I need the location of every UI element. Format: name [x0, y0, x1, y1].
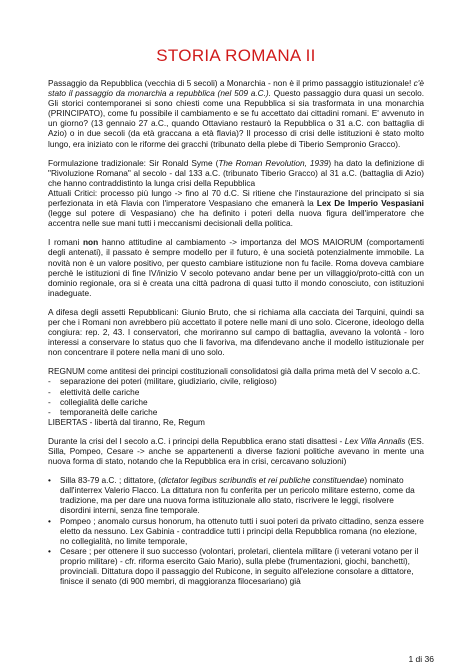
text: Silla 83-79 a.C. ; dittatore, ( [60, 475, 161, 486]
italic-text: dictator legibus scribundis et rei publiche constituendae [161, 475, 365, 486]
text: Attuali Critici: processo più lungo -> fino al 70 d.C. Si ritiene che l'instaurazione del principato si sia perfezionata in età Flavia con l'imperatore Vespasiano che emanerà la [48, 187, 424, 209]
list-item: - temporaneità delle cariche [48, 407, 424, 417]
list-item: - separazione dei poteri (militare, giudiziario, civile, religioso) [48, 376, 424, 386]
text: Formulazione tradizionale: Sir Ronald Syme ( [48, 157, 219, 168]
paragraph-mos-maiorum [48, 237, 424, 298]
text: Durante la crisi del I secolo a.C. i principi della Repubblica erano stati disattesi - [48, 435, 345, 446]
text: (ES. Silla, Pompeo, Cesare -> anche se appartenenti a diverse fazioni politiche avevano in mente una nuova forma di stato, notando che la Repubblica era in crisi, cercavano soluzioni) [48, 435, 424, 467]
text: ) ha dato la definizione di "Rivoluzione Romana" al secolo - dal 133 a.C. (tribunato Tiberio Gracco) al 31 a.C. (battaglia di Azio) che hanno contraddistinto la lunga crisi della Repubblica [48, 157, 424, 188]
text: Questo passaggio dura quasi un secolo. Gli storici contemporanei si sono chiesti come una Repubblica si sia trasformata in una monarchia (PRINCIPATO), come fu possibile il cambiamento e se fu accettato dai cittadini romani. E' avvenuto in un giorno? (13 gennaio 27 a.C., quando Ottaviano restaurò la Repubblica o 31 a.C. con battaglia di Azio) o in due secoli (da età graccana a età flavia)? Il processo di crisi delle istituzioni è stato molto lungo, era iniziato con le riforme dei gracchi (tribunato della plebe di Tiberio Sempronio Gracco). [48, 88, 424, 149]
paragraph-formulation [48, 158, 424, 229]
paragraph-republican-defense: A difesa degli assetti Repubblicani: Giunio Bruto, che si richiama alla cacciata dei Tarquini, quindi sa per che i Romani non avrebbero più accettato il potere nelle mani di uno solo. Cicerone, ideologo della congiura: rep. 2, 43. I conservatori, che moriranno sul campo di battaglia, avevano la volontà - loro interessi a conservare lo status quo che li favoriva, ma difendevano anche il modello istituzionale per non concentrare il potere nella mani di uno solo. [48, 306, 424, 358]
text: I romani [48, 237, 83, 248]
list-item: - elettività delle cariche [48, 387, 424, 397]
text: ) nominato dall'interrex Valerio Flacco. La dittatura non fu conferita per un pericolo militare esterno, come da tradizione, ma per dare una nuova forma istituzionale allo stato, riscrivere le leggi, risolvere disordini interni, senza fine temporale. [60, 475, 415, 516]
list-item-silla [48, 475, 424, 515]
list-item-pompeo: • Pompeo ; anomalo cursus honorum, ha ottenuto tutti i suoi poteri da privato cittadino, senza essere eletto da nessuno. Lex Gabinia - contraddice tutti i principi della Repubblica romana (no elezione, no collegialità, no limite temporale, [48, 516, 424, 546]
regnum-section [48, 366, 424, 427]
list-item: - collegialità delle cariche [48, 397, 424, 407]
paragraph-transition [48, 78, 424, 149]
italic-text: c'è stato il passaggio da monarchia a repubblica (nel 509 a.C.). [48, 78, 424, 99]
page-number: 1 di 36 [408, 653, 434, 664]
libertas-line: LIBERTAS - libertà dal tiranno, Re, Regum [48, 416, 205, 427]
text: (legge sul potere di Vespasiano) che ha definito i poteri della nuova figura dell'imperatore che accentra nelle sue mani tutti i meccanismi decisionali della politica. [48, 208, 424, 229]
page-title: STORIA ROMANA II [156, 46, 316, 65]
italic-text: The Roman Revolution, 1939 [218, 157, 329, 168]
text: hanno attitudine al cambiamento -> importanza del MOS MAIORUM (comportamenti degli antenati), il passato è sempre modello per il futuro, è una società potenzialmente immobile. La novità non è un valore positivo, per questo cambiare istituzione non fu facile. Roma doveva cambiare perchè le istituzioni di fine IV/inizio V secolo potevano andar bene per un villaggio/proto-città con un dominio regionale, ora si è creata una città padrona di quasi tutto il mondo conosciuto, con istituzioni inadeguate. [48, 237, 425, 298]
regnum-intro: REGNUM come antitesi dei principi costituzionali consolidatosi già dalla prima metà del V secolo a.C. [48, 366, 421, 377]
bold-text: non [82, 237, 99, 248]
principles-list [48, 376, 424, 416]
bold-text: Lex De Imperio Vespasiani [316, 198, 424, 209]
text: Passaggio da Repubblica (vecchia di 5 secoli) a Monarchia - non è il primo passaggio istituzionale! [48, 78, 412, 88]
paragraph-crisis [48, 436, 424, 466]
figures-list [48, 475, 424, 586]
italic-text: Lex Villa Annalis [344, 435, 406, 446]
list-item-cesare: • Cesare ; per ottenere il suo successo (volontari, proletari, clientela militare (i veterani votano per il proprio militare) - cfr. riforma esercito Gaio Mario), sulla plebe (frumentazioni, giochi, banchetti), provinciali. Dittatura dopo il passaggio del Rubicone, in seguito all'elezione consolare a dittatore, finisce il senato (di 900 membri, di maggioranza filocesariano) già [48, 546, 424, 586]
